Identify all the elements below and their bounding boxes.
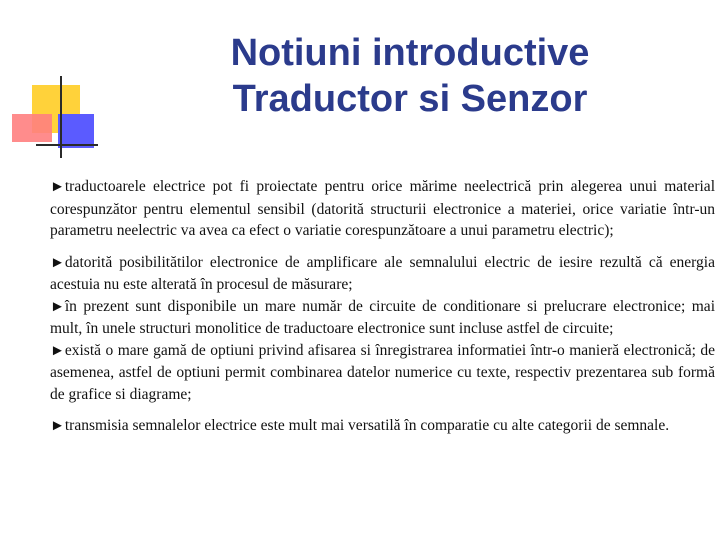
paragraph-5 bbox=[50, 415, 715, 438]
decorative-logo bbox=[0, 0, 110, 170]
slide-title bbox=[150, 30, 670, 122]
bullet-icon: ► bbox=[50, 254, 65, 271]
title-line-2: Traductor si Senzor bbox=[232, 78, 588, 120]
paragraph-text: traductoarele electrice pot fi proiectate pentru orice mărime neelectrică prin alegerea unui material corespunzător pentru elementul sensibil (datorită structurii electronice a materiei, orice variatie într-un parametru neelectric va avea ca efect o variatie corespunzătoare a unui parametru electric); bbox=[50, 178, 715, 239]
logo-horizontal-line bbox=[36, 144, 98, 146]
paragraph-1 bbox=[50, 176, 715, 242]
paragraph-3 bbox=[50, 296, 715, 340]
paragraph-4 bbox=[50, 340, 715, 406]
paragraph-text: există o mare gamă de optiuni privind afisarea si înregistrarea informatiei într-o manieră electronică; de asemenea, astfel de optiuni permit combinarea datelor numerice cu texte, respectiv prezentarea sub formă de grafice si diagrame; bbox=[50, 341, 715, 403]
logo-blue-square bbox=[58, 114, 94, 148]
paragraph-text: în prezent sunt disponibile un mare număr de circuite de conditionare si prelucrare electronice; mai mult, în unele structuri monolitice de traductoare electronice sunt incluse astfel de circuite; bbox=[50, 297, 715, 337]
title-line-1: Notiuni introductive bbox=[230, 32, 590, 74]
paragraph-text: datorită posibilitătilor electronice de amplificare ale semnalului electric de iesire rezultă că energia acestuia nu este alterată în procesul de măsurare; bbox=[50, 253, 715, 293]
paragraph-text: transmisia semnalelor electrice este mult mai versatilă în comparatie cu alte categorii de semnale. bbox=[64, 417, 670, 434]
bullet-icon: ► bbox=[50, 179, 65, 195]
paragraph-2 bbox=[50, 252, 715, 296]
logo-red-square bbox=[12, 114, 52, 142]
bullet-icon: ► bbox=[50, 418, 65, 434]
slide-content bbox=[50, 176, 715, 448]
bullet-icon: ► bbox=[50, 342, 65, 359]
bullet-icon: ► bbox=[50, 298, 65, 315]
